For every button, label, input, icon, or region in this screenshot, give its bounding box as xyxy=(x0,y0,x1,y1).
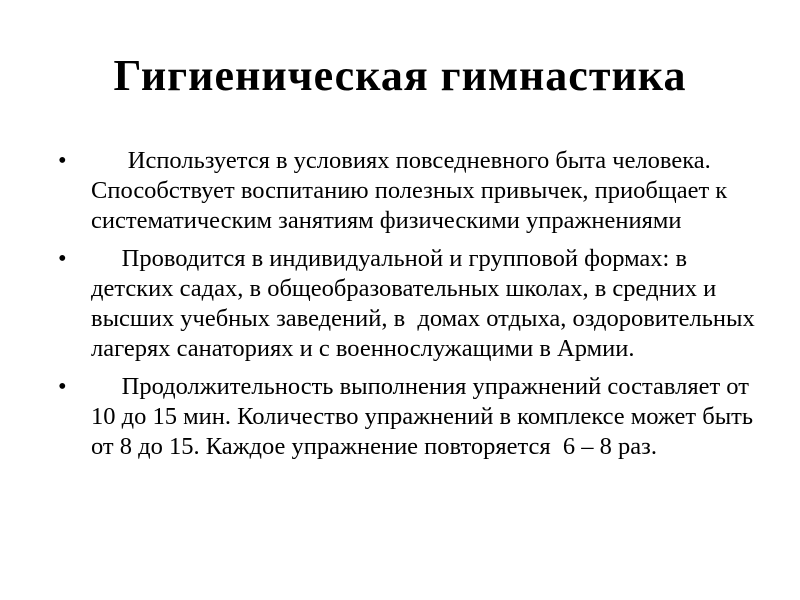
list-item xyxy=(58,372,758,462)
bullet-icon: • xyxy=(58,373,67,400)
list-item xyxy=(58,146,758,236)
bullet-text: Продолжительность выполнения упражнений составляет от 10 до 15 мин. Количество упражнений в комплексе может быть от 8 до 15. Каждое упражнение повторяется 6 – 8 раз. xyxy=(91,373,760,460)
bullet-text: Используется в условиях повседневного быта человека. Способствует воспитанию полезных привычек, приобщает к систематическим занятиям физическими упражнениями xyxy=(91,147,734,234)
bullet-text: Проводится в индивидуальной и групповой формах: в детских садах, в общеобразовательных школах, в средних и высших учебных заведений, в домах отдыха, оздоровительных лагерях санаториях и с военнослужащими в Армии. xyxy=(91,245,761,362)
bullet-list xyxy=(58,146,761,462)
bullet-icon: • xyxy=(58,245,67,272)
slide-title: Гигиеническая гимнастика xyxy=(113,51,687,100)
bullet-icon: • xyxy=(58,147,67,174)
list-item xyxy=(58,244,761,364)
